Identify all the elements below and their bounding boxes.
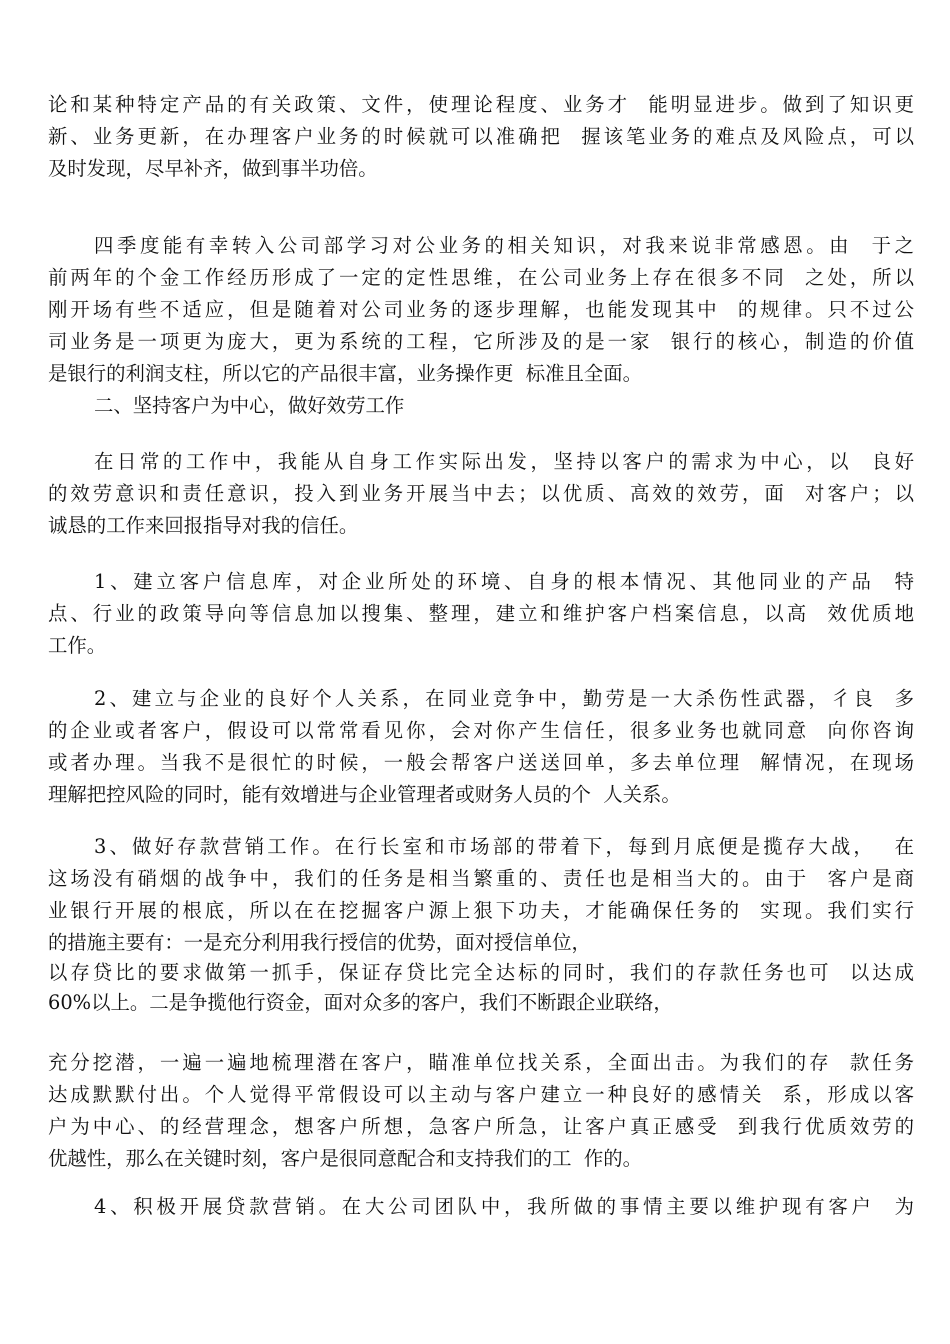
body-text-line: 工作。: [48, 634, 107, 657]
body-text-line: 的措施主要有：一是充分利用我行授信的优势，面对授信单位，: [48, 931, 591, 954]
body-text-line: 2、建立与企业的良好个人关系，在同业竞争中，勤劳是一大杀伤性武器，彳良 多: [94, 687, 914, 710]
body-text-line: 的效劳意识和责任意识，投入到业务开展当中去；以优质、高效的效劳，面 对客户；以: [48, 482, 914, 505]
body-text-line: 充分挖潜，一遍一遍地梳理潜在客户，瞄准单位找关系，全面出击。为我们的存 款任务: [48, 1051, 914, 1074]
body-text-line: 司业务是一项更为庞大，更为系统的工程，它所涉及的是一家 银行的核心，制造的价值: [48, 330, 914, 353]
body-text-line: 是银行的利润支柱，所以它的产品很丰富，业务操作更 标准且全面。: [48, 362, 643, 385]
body-text-line: 优越性，那么在关键时刻，客户是很同意配合和支持我们的工 作的。: [48, 1147, 643, 1170]
body-text-line: 刚开场有些不适应，但是随着对公司业务的逐步理解，也能发现其中 的规律。只不过公: [48, 298, 914, 321]
body-text-line: 及时发现，尽早补齐，做到事半功倍。: [48, 157, 378, 180]
body-text-line: 四季度能有幸转入公司部学习对公业务的相关知识，对我来说非常感恩。由 于之: [94, 234, 914, 257]
body-text-line: 在日常的工作中，我能从自身工作实际出发，坚持以客户的需求为中心，以 良好: [94, 450, 914, 473]
body-text-line: 理解把控风险的同时，能有效增进与企业管理者或财务人员的个 人关系。: [48, 783, 681, 806]
body-text-line: 或者办理。当我不是很忙的时候，一般会帮客户送送回单，多去单位理 解情况，在现场: [48, 751, 914, 774]
body-text-line: 60%以上。二是争揽他行资金，面对众多的客户，我们不断跟企业联络，: [48, 991, 673, 1014]
body-text-line: 的企业或者客户，假设可以常常看见你，会对你产生信任，很多业务也就同意 向你咨询: [48, 719, 914, 742]
body-text-line: 论和某种特定产品的有关政策、文件，使理论程度、业务才 能明显进步。做到了知识更: [48, 93, 914, 116]
body-text-line: 点、行业的政策导向等信息加以搜集、整理，建立和维护客户档案信息，以高 效优质地: [48, 602, 914, 625]
body-text-line: 4、积极开展贷款营销。在大公司团队中，我所做的事情主要以维护现有客户 为: [94, 1195, 914, 1218]
body-text-line: 1、建立客户信息库，对企业所处的环境、自身的根本情况、其他同业的产品 特: [94, 570, 914, 593]
body-text-line: 业银行开展的根底，所以在在挖掘客户源上狠下功夫，才能确保任务的 实现。我们实行: [48, 899, 914, 922]
body-text-line: 达成默默付出。个人觉得平常假设可以主动与客户建立一种良好的感情关 系，形成以客: [48, 1083, 914, 1106]
body-text-line: 前两年的个金工作经历形成了一定的定性思维，在公司业务上存在很多不同 之处，所以: [48, 266, 914, 289]
body-text-line: 新、业务更新，在办理客户业务的时候就可以准确把 握该笔业务的难点及风险点，可以: [48, 125, 914, 148]
body-text-line: 以存贷比的要求做第一抓手，保证存贷比完全达标的同时，我们的存款任务也可 以达成: [48, 961, 914, 984]
body-text-line: 3、做好存款营销工作。在行长室和市场部的带着下，每到月底便是揽存大战， 在: [94, 835, 914, 858]
body-text-line: 这场没有硝烟的战争中，我们的任务是相当繁重的、责任也是相当大的。由于 客户是商: [48, 867, 914, 890]
body-text-line: 户为中心、的经营理念，想客户所想，急客户所急，让客户真正感受 到我行优质效劳的: [48, 1115, 914, 1138]
body-text-line: 诚恳的工作来回报指导对我的信任。: [48, 514, 359, 537]
section-heading: 二、坚持客户为中心，做好效劳工作: [94, 394, 405, 417]
